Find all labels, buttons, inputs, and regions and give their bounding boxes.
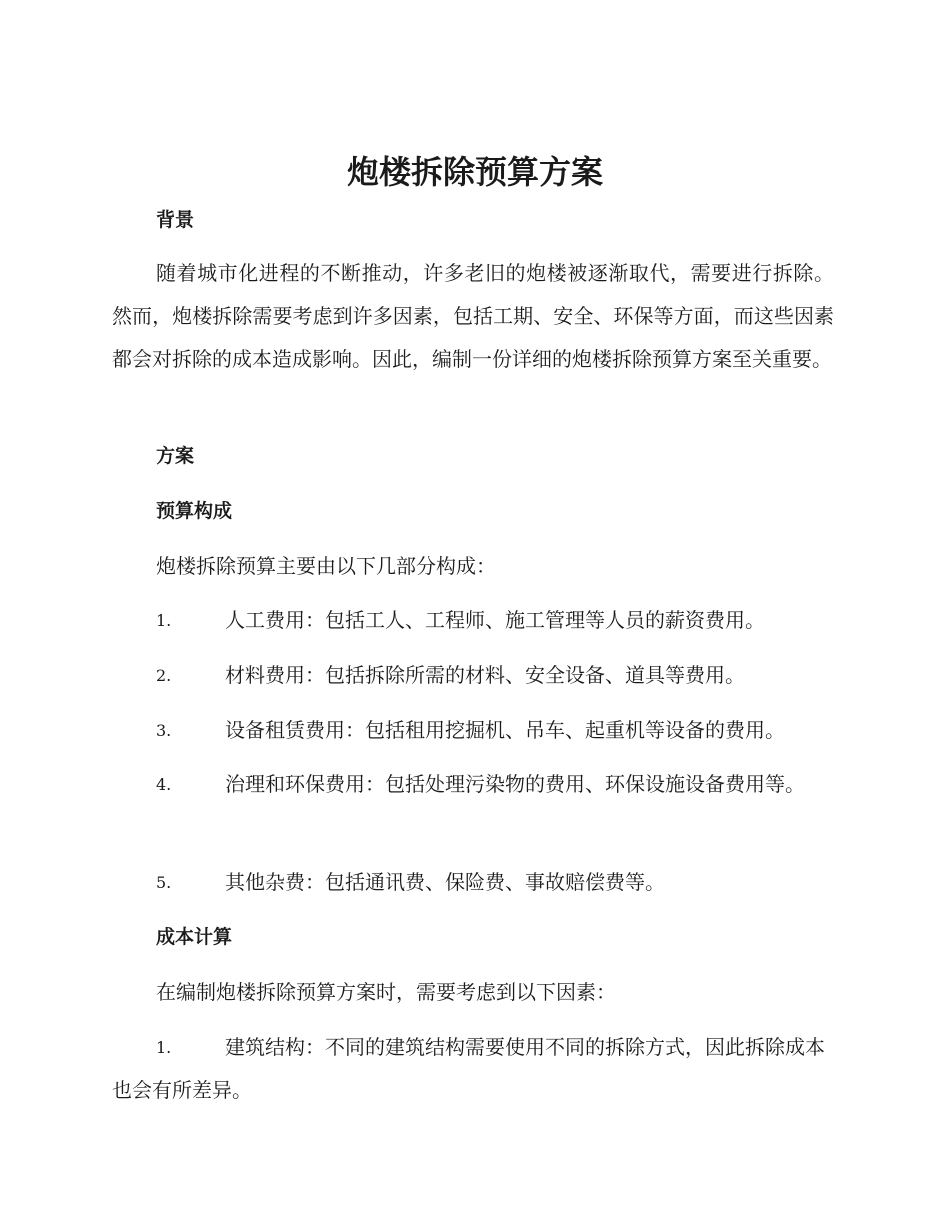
cost-intro: 在编制炮楼拆除预算方案时，需要考虑到以下因素：	[156, 980, 616, 1004]
heading-budget-composition: 预算构成	[156, 500, 233, 522]
document-title: 炮楼拆除预算方案	[346, 153, 603, 191]
list-number: 3.	[156, 721, 172, 740]
budget-list-item	[112, 599, 834, 642]
budget-list-item	[112, 709, 834, 752]
heading-plan: 方案	[156, 445, 195, 467]
budget-list-item	[112, 654, 834, 697]
list-number: 1.	[156, 611, 172, 630]
list-number: 1.	[156, 1038, 172, 1057]
list-number: 2.	[156, 666, 172, 685]
list-item-text: 材料费用：包括拆除所需的材料、安全设备、道具等费用。	[225, 663, 745, 687]
heading-background: 背景	[156, 209, 195, 231]
list-number: 5.	[156, 873, 172, 892]
budget-list-item	[112, 861, 834, 904]
list-item-text: 治理和环保费用：包括处理污染物的费用、环保设施设备费用等。	[225, 772, 805, 796]
budget-list-item	[112, 763, 834, 806]
list-item-text: 设备租赁费用：包括租用挖掘机、吊车、起重机等设备的费用。	[225, 718, 785, 742]
list-number: 4.	[156, 775, 172, 794]
list-item-text: 人工费用：包括工人、工程师、施工管理等人员的薪资费用。	[225, 608, 765, 632]
list-item-text: 其他杂费：包括通讯费、保险费、事故赔偿费等。	[225, 870, 665, 894]
cost-list-item	[112, 1026, 834, 1112]
heading-cost-calculation: 成本计算	[156, 926, 233, 948]
background-paragraph: 随着城市化进程的不断推动，许多老旧的炮楼被逐渐取代，需要进行拆除。然而，炮楼拆除需要考虑到许多因素，包括工期、安全、环保等方面，而这些因素都会对拆除的成本造成影响。因此，编制一份详细的炮楼拆除预算方案至关重要。	[112, 261, 834, 371]
budget-intro: 炮楼拆除预算主要由以下几部分构成：	[156, 554, 496, 578]
list-item-text: 建筑结构：不同的建筑结构需要使用不同的拆除方式，因此拆除成本也会有所差异。	[112, 1035, 825, 1102]
